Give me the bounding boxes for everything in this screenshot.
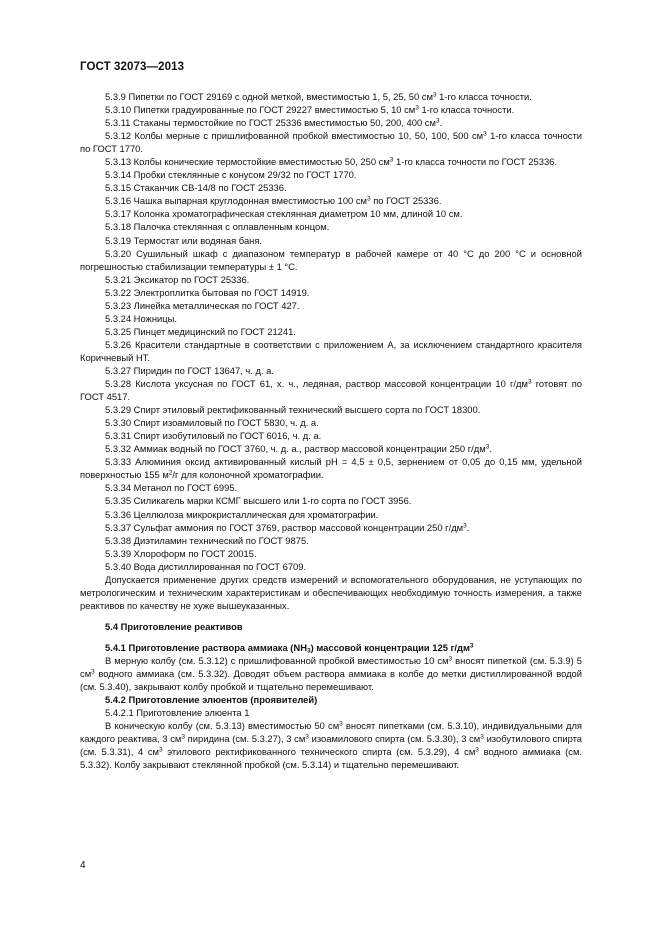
paragraph-5-3-38: 5.3.38 Диэтиламин технический по ГОСТ 9875. [105, 534, 309, 546]
paragraph-5-3-26: 5.3.26 Красители стандартные в соответствии с приложением А, за исключением стандартного красителя Коричневый НТ. [80, 338, 582, 363]
page-number: 4 [80, 860, 86, 871]
paragraph-5-3-10: 5.3.10 Пипетки градуированные по ГОСТ 29227 вместимостью 5, 10 $см^3$ 1-го класса точности. [105, 104, 515, 116]
paragraph-5-3-21: 5.3.21 Эксикатор по ГОСТ 25336. [105, 273, 250, 285]
document-header: ГОСТ 32073—2013 [80, 61, 185, 73]
paragraph-5-3-39: 5.3.39 Хлороформ по ГОСТ 20015. [105, 547, 257, 559]
paragraph-5-3-9: 5.3.9 Пипетки по ГОСТ 29169 с одной меткой, вместимостью 1, 5, 25, 50 $см^3$ 1-го класса точности. [105, 91, 532, 102]
document-body [80, 90, 582, 771]
subsection-heading: 5.4.2 Приготовление элюентов (проявителей) [105, 694, 318, 706]
paragraph: В коническую колбу (см. 5.3.13) вместимостью 50 $см^3$ вносят пипетками (см. 5.3.10), индивидуальными для каждого реактива, 3 $см^3$ пиридина (см. 5.3.27), 3 $см^3$ изоамилового спирта (см. 5.3.30), 3 $см^3$ изобутилового спирта (см. 5.3.31), 4 $см^3$ этилового ректификованного технического спирта (см. 5.3.29), 4 $см^3$ водного аммиака (см. 5.3.32). Колбу закрывают стеклянной пробкой (см. 5.3.14) и тщательно перемешивают. [80, 720, 582, 771]
paragraph-5-3-14: 5.3.14 Пробки стеклянные с конусом 29/32 по ГОСТ 1770. [105, 169, 357, 181]
equipment-list [80, 90, 582, 612]
paragraph-5-3-18: 5.3.18 Палочка стеклянная с оплавленным концом. [105, 221, 330, 233]
subsection-heading: 5.4.1 Приготовление раствора аммиака $(NH_3)$ массовой концентрации 125 $г/дм^3$ [105, 641, 474, 655]
paragraph-5-3-34: 5.3.34 Метанол по ГОСТ 6995. [105, 482, 238, 494]
paragraph-5-3-24: 5.3.24 Ножницы. [105, 312, 177, 324]
subsubsection-heading: 5.4.2.1 Приготовление элюента 1 [105, 707, 250, 719]
section-heading: 5.4 Приготовление реактивов [105, 620, 243, 632]
paragraph-5-3-20: 5.3.20 Сушильный шкаф с диапазоном температур в рабочей камере от 40 °С до 200 °С и основной погрешностью стабилизации температуры ± 1 °С. [80, 247, 582, 272]
paragraph-5-3-12: 5.3.12 Колбы мерные с пришлифованной пробкой вместимостью 10, 50, 100, 500 $см^3$ 1-го класса точности по ГОСТ 1770. [80, 130, 582, 155]
paragraph-5-3-36: 5.3.36 Целлюлоза микрокристаллическая для хроматографии. [105, 508, 379, 520]
paragraph-5-3-15: 5.3.15 Стаканчик СВ-14/8 по ГОСТ 25336. [105, 182, 287, 194]
paragraph-5-3-23: 5.3.23 Линейка металлическая по ГОСТ 427. [105, 299, 300, 311]
paragraph-5-3-16: 5.3.16 Чашка выпарная круглодонная вместимостью 100 $см^3$ по ГОСТ 25336. [105, 195, 442, 207]
paragraph-5-3-28: 5.3.28 Кислота уксусная по ГОСТ 61, х. ч., ледяная, раствор массовой концентрации 10 $г/дм^3$ готовят по ГОСТ 4517. [80, 378, 582, 403]
paragraph-5-3-37: 5.3.37 Сульфат аммония по ГОСТ 3769, раствор массовой концентрации 250 $г/дм^3$. [105, 521, 470, 533]
paragraph-5-3-19: 5.3.19 Термостат или водяная баня. [105, 234, 263, 246]
paragraph-5-3-32: 5.3.32 Аммиак водный по ГОСТ 3760, ч. д. а., раствор массовой концентрации 250 $г/дм^3$. [105, 443, 492, 455]
paragraph-5-3-27: 5.3.27 Пиридин по ГОСТ 13647, ч. д. а. [105, 364, 274, 376]
paragraph-5-3-11: 5.3.11 Стаканы термостойкие по ГОСТ 25336 вместимостью 50, 200, 400 $см^3$. [105, 117, 443, 129]
paragraph-5-3-33: 5.3.33 Алюминия оксид активированный кислый рН = 4,5 ± 0,5, зернением от 0,05 до 0,15 мм, удельной поверхностью 155 $м^2/г$ для колоночной хроматографии. [80, 456, 582, 481]
paragraph-5-3-30: 5.3.30 Спирт изоамиловый по ГОСТ 5830, ч. д. а. [105, 417, 319, 429]
paragraph-5-3-13: 5.3.13 Колбы конические термостойкие вместимостью 50, 250 $см^3$ 1-го класса точности по ГОСТ 25336. [105, 156, 557, 168]
paragraph-5-3-17: 5.3.17 Колонка хроматографическая стеклянная диаметром 10 мм, длиной 10 см. [105, 208, 463, 220]
paragraph-5-3-31: 5.3.31 Спирт изобутиловый по ГОСТ 6016, ч. д. а. [105, 430, 322, 442]
paragraph: В мерную колбу (см. 5.3.12) с пришлифованной пробкой вместимостью 10 $см^3$ вносят пипеткой (см. 5.3.9) 5 $см^3$ водного аммиака (см. 5.3.32). Доводят объем раствора аммиака в колбе до метки дистиллированной водой (см. 5.3.40), закрывают колбу пробкой и тщательно перемешивают. [80, 654, 582, 693]
paragraph-5-3-25: 5.3.25 Пинцет медицинский по ГОСТ 21241. [105, 325, 296, 337]
paragraph-allowed: Допускается применение других средств измерений и вспомогательного оборудования, не уступающих по метрологическим и техническим характеристикам и обеспечивающих необходимую точность измерения, а также реактивов по качеству не хуже вышеуказанных. [80, 573, 582, 611]
paragraph-5-3-35: 5.3.35 Силикагель марки КСМГ высшего или 1-го сорта по ГОСТ 3956. [105, 495, 412, 507]
paragraph-5-3-29: 5.3.29 Спирт этиловый ректификованный технический высшего сорта по ГОСТ 18300. [105, 404, 481, 416]
paragraph-5-3-40: 5.3.40 Вода дистиллированная по ГОСТ 6709. [105, 560, 307, 572]
paragraph-5-3-22: 5.3.22 Электроплитка бытовая по ГОСТ 14919. [105, 286, 310, 298]
